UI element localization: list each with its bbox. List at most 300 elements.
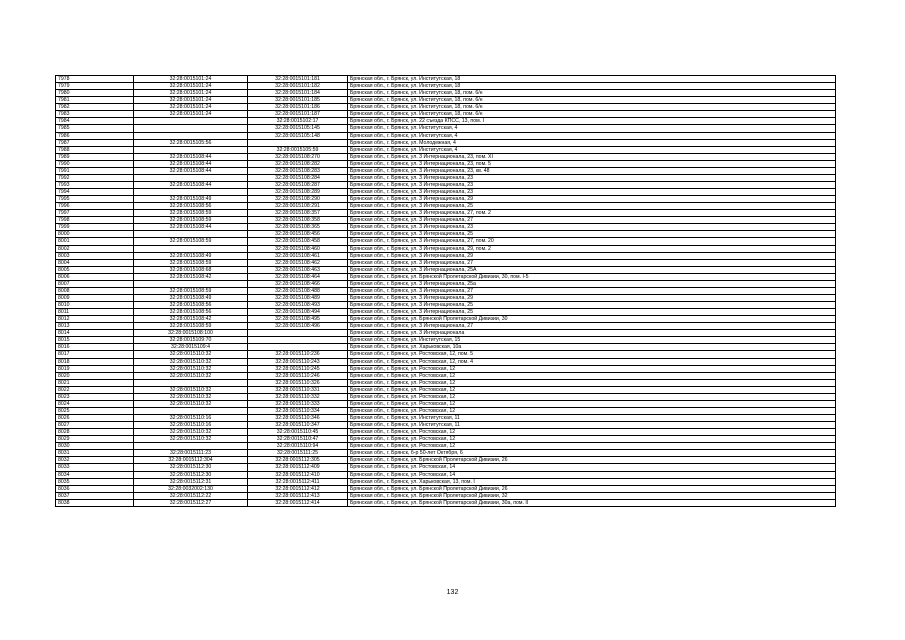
parcel-cadastral-number-cell: 32:28:0015108:49 xyxy=(134,252,248,259)
parcel-cadastral-number-cell: 32:28:0015112:304 xyxy=(134,457,248,464)
address-cell: Брянская обл., г. Брянск, ул. Брянской Пролетарской Дивизии, 32 xyxy=(348,492,836,499)
object-cadastral-number-cell: 32:28:0015108:494 xyxy=(248,309,348,316)
object-cadastral-number-cell: 32:28:0015110:334 xyxy=(248,407,348,414)
parcel-cadastral-number-cell: 32:28:0015108:42 xyxy=(134,273,248,280)
table-row xyxy=(56,316,836,323)
object-cadastral-number-cell: 32:28:0015112:411 xyxy=(248,478,348,485)
parcel-cadastral-number-cell xyxy=(134,146,248,153)
address-cell: Брянская обл., г. Брянск, ул. Ростовская, 12, пом. 5 xyxy=(348,351,836,358)
object-cadastral-number-cell: 32:28:0015108:282 xyxy=(248,160,348,167)
record-number-cell: 8000 xyxy=(56,231,134,238)
parcel-cadastral-number-cell: 32:28:0015108:59 xyxy=(134,287,248,294)
table-row xyxy=(56,485,836,492)
record-number-cell: 8024 xyxy=(56,400,134,407)
table-row xyxy=(56,104,836,111)
table-row xyxy=(56,146,836,153)
object-cadastral-number-cell: 32:28:0015112:305 xyxy=(248,457,348,464)
address-cell: Брянская обл., г. Брянск, ул. Институтская, 4 xyxy=(348,146,836,153)
address-cell: Брянская обл., г. Брянск, ул. 3 Интернационала, 27, пом. 2 xyxy=(348,210,836,217)
table-row xyxy=(56,330,836,337)
address-cell: Брянская обл., г. Брянск, ул. 3 Интернационала, 27, пом. 20 xyxy=(348,238,836,245)
parcel-cadastral-number-cell xyxy=(134,443,248,450)
object-cadastral-number-cell: 32:28:0015110:332 xyxy=(248,393,348,400)
address-cell: Брянская обл., г. Брянск, ул. Ростовская, 12 xyxy=(348,436,836,443)
address-cell: Брянская обл., г. Брянск, ул. Ростовская, 12 xyxy=(348,365,836,372)
address-cell: Брянская обл., г. Брянск, ул. Институтская, 4 xyxy=(348,125,836,132)
table-row xyxy=(56,358,836,365)
table-row xyxy=(56,210,836,217)
object-cadastral-number-cell: 32:28:0015108:284 xyxy=(248,174,348,181)
address-cell: Брянская обл., г. Брянск, ул. 3 Интернационала, 25 xyxy=(348,203,836,210)
record-number-cell: 8032 xyxy=(56,457,134,464)
record-number-cell: 7987 xyxy=(56,139,134,146)
address-cell: Брянская обл., г. Брянск, ул. Институтская, 11 xyxy=(348,415,836,422)
record-number-cell: 7992 xyxy=(56,174,134,181)
parcel-cadastral-number-cell: 32:28:0015108:44 xyxy=(134,167,248,174)
address-cell: Брянская обл., г. Брянск, ул. Институтская, 4 xyxy=(348,132,836,139)
table-row xyxy=(56,407,836,414)
parcel-cadastral-number-cell: 32:28:0015108:49 xyxy=(134,294,248,301)
object-cadastral-number-cell: 32:28:0015108:496 xyxy=(248,323,348,330)
object-cadastral-number-cell: 32:28:0015110:346 xyxy=(248,415,348,422)
object-cadastral-number-cell: 32:28:0015101:184 xyxy=(248,90,348,97)
record-number-cell: 7980 xyxy=(56,90,134,97)
parcel-cadastral-number-cell: 32:28:0015112:31 xyxy=(134,478,248,485)
table-row xyxy=(56,351,836,358)
page-number: 132 xyxy=(446,589,459,596)
address-cell: Брянская обл., г. Брянск, ул. Институтская, 18, пом. 6/н xyxy=(348,111,836,118)
record-number-cell: 8036 xyxy=(56,485,134,492)
object-cadastral-number-cell: 32:28:0015110:236 xyxy=(248,351,348,358)
table-row xyxy=(56,429,836,436)
parcel-cadastral-number-cell: 32:28:0015110:32 xyxy=(134,372,248,379)
address-cell: Брянская обл., г. Брянск, ул. Брянской Пролетарской Дивизии, 30, пом. I-5 xyxy=(348,273,836,280)
record-number-cell: 7978 xyxy=(56,76,134,83)
address-cell: Брянская обл., г. Брянск, ул. 3 Интернационала, 29, пом. 2 xyxy=(348,245,836,252)
object-cadastral-number-cell: 32:28:0015105:59 xyxy=(248,146,348,153)
parcel-cadastral-number-cell: 32:28:0015101:24 xyxy=(134,104,248,111)
object-cadastral-number-cell xyxy=(248,139,348,146)
address-cell: Брянская обл., г. Брянск, ул. Ростовская, 12 xyxy=(348,379,836,386)
record-number-cell: 8016 xyxy=(56,344,134,351)
parcel-cadastral-number-cell: 32:28:0015101:24 xyxy=(134,76,248,83)
table-row xyxy=(56,379,836,386)
address-cell: Брянская обл., г. Брянск, ул. Молодежная, 4 xyxy=(348,139,836,146)
table-row xyxy=(56,132,836,139)
table-row xyxy=(56,167,836,174)
object-cadastral-number-cell: 32:28:0015108:365 xyxy=(248,224,348,231)
address-cell: Брянская обл., г. Брянск, ул. 3 Интернационала, 27 xyxy=(348,259,836,266)
record-number-cell: 8035 xyxy=(56,478,134,485)
record-number-cell: 8004 xyxy=(56,259,134,266)
object-cadastral-number-cell: 32:28:0015108:357 xyxy=(248,210,348,217)
table-row xyxy=(56,478,836,485)
parcel-cadastral-number-cell: 32:28:0015110:32 xyxy=(134,365,248,372)
table-row xyxy=(56,457,836,464)
address-cell: Брянская обл., г. Брянск, ул. 3 Интернационала, 23, пом. XI xyxy=(348,153,836,160)
object-cadastral-number-cell: 32:28:0015101:186 xyxy=(248,104,348,111)
registry-table xyxy=(55,75,836,507)
object-cadastral-number-cell: 32:28:0015101:185 xyxy=(248,97,348,104)
table-row xyxy=(56,97,836,104)
address-cell: Брянская обл., г. Брянск, ул. 3 Интернационала, 27 xyxy=(348,287,836,294)
parcel-cadastral-number-cell: 32:28:0015105:56 xyxy=(134,139,248,146)
record-number-cell: 8023 xyxy=(56,393,134,400)
table-row xyxy=(56,203,836,210)
parcel-cadastral-number-cell: 32:28:0015110:32 xyxy=(134,436,248,443)
record-number-cell: 8019 xyxy=(56,365,134,372)
parcel-cadastral-number-cell xyxy=(134,118,248,125)
parcel-cadastral-number-cell xyxy=(134,125,248,132)
table-row xyxy=(56,287,836,294)
object-cadastral-number-cell: 32:28:0015110:333 xyxy=(248,400,348,407)
object-cadastral-number-cell: 32:28:0015112:414 xyxy=(248,499,348,506)
parcel-cadastral-number-cell: 32:28:0015108:56 xyxy=(134,302,248,309)
table-row xyxy=(56,386,836,393)
registry-table-body xyxy=(56,76,836,507)
object-cadastral-number-cell: 32:28:0015108:493 xyxy=(248,302,348,309)
object-cadastral-number-cell: 32:28:0015112:409 xyxy=(248,464,348,471)
object-cadastral-number-cell: 32:28:0015110:331 xyxy=(248,386,348,393)
table-row xyxy=(56,111,836,118)
object-cadastral-number-cell: 32:28:0015110:347 xyxy=(248,422,348,429)
object-cadastral-number-cell: 32:28:0015108:456 xyxy=(248,231,348,238)
object-cadastral-number-cell: 32:28:0015108:458 xyxy=(248,238,348,245)
object-cadastral-number-cell: 32:28:0015108:489 xyxy=(248,294,348,301)
object-cadastral-number-cell xyxy=(248,344,348,351)
table-row xyxy=(56,415,836,422)
table-row xyxy=(56,259,836,266)
address-cell: Брянская обл., г. Брянск, ул. Ростовская, 12 xyxy=(348,386,836,393)
address-cell: Брянская обл., г. Брянск, ул. 3 Интернационала, 25 xyxy=(348,231,836,238)
table-row xyxy=(56,231,836,238)
record-number-cell: 8017 xyxy=(56,351,134,358)
table-row xyxy=(56,344,836,351)
record-number-cell: 7988 xyxy=(56,146,134,153)
table-row xyxy=(56,464,836,471)
table-row xyxy=(56,323,836,330)
parcel-cadastral-number-cell: 32:28:0015110:32 xyxy=(134,429,248,436)
record-number-cell: 7989 xyxy=(56,153,134,160)
object-cadastral-number-cell: 32:28:0015108:358 xyxy=(248,217,348,224)
object-cadastral-number-cell: 32:28:0015105:145 xyxy=(248,125,348,132)
table-row xyxy=(56,302,836,309)
record-number-cell: 7999 xyxy=(56,224,134,231)
object-cadastral-number-cell: 32:28:0015108:461 xyxy=(248,252,348,259)
object-cadastral-number-cell: 32:28:0015108:287 xyxy=(248,181,348,188)
address-cell: Брянская обл., г. Брянск, ул. Ростовская, 12 xyxy=(348,393,836,400)
parcel-cadastral-number-cell: 32:28:0015111:23 xyxy=(134,450,248,457)
address-cell: Брянская обл., г. Брянск, ул. 22 съезда КПСС, 13, пом. I xyxy=(348,118,836,125)
address-cell: Брянская обл., г. Брянск, ул. Ростовская, 12, пом. 4 xyxy=(348,358,836,365)
record-number-cell: 7998 xyxy=(56,217,134,224)
table-row xyxy=(56,160,836,167)
table-row xyxy=(56,238,836,245)
object-cadastral-number-cell: 32:28:0015110:47 xyxy=(248,436,348,443)
record-number-cell: 8009 xyxy=(56,294,134,301)
parcel-cadastral-number-cell: 32:28:0015108:59 xyxy=(134,323,248,330)
table-row xyxy=(56,196,836,203)
table-row xyxy=(56,181,836,188)
address-cell: Брянская обл., г. Брянск, ул. Брянской Пролетарской Дивизии, 30а, пом. II xyxy=(348,499,836,506)
address-cell: Брянская обл., г. Брянск, б-р 50-лет Октября, 6 xyxy=(348,450,836,457)
record-number-cell: 8027 xyxy=(56,422,134,429)
record-number-cell: 7981 xyxy=(56,97,134,104)
parcel-cadastral-number-cell: 32:28:0015108:59 xyxy=(134,259,248,266)
table-row xyxy=(56,153,836,160)
record-number-cell: 8010 xyxy=(56,302,134,309)
object-cadastral-number-cell: 32:28:0015108:290 xyxy=(248,196,348,203)
record-number-cell: 8014 xyxy=(56,330,134,337)
table-row xyxy=(56,90,836,97)
record-number-cell: 7993 xyxy=(56,181,134,188)
object-cadastral-number-cell: 32:28:0015108:270 xyxy=(248,153,348,160)
parcel-cadastral-number-cell: 32:28:0015108:68 xyxy=(134,266,248,273)
object-cadastral-number-cell: 32:28:0015108:464 xyxy=(248,273,348,280)
object-cadastral-number-cell: 32:28:0015110:45 xyxy=(248,429,348,436)
table-row xyxy=(56,499,836,506)
table-row xyxy=(56,266,836,273)
parcel-cadastral-number-cell: 32:28:0015112:30 xyxy=(134,464,248,471)
object-cadastral-number-cell: 32:28:0015108:495 xyxy=(248,316,348,323)
table-row xyxy=(56,139,836,146)
address-cell: Брянская обл., г. Брянск, ул. 3 Интернационала, 27 xyxy=(348,323,836,330)
address-cell: Брянская обл., г. Брянск, ул. 3 Интернационала, 23, пом. 5 xyxy=(348,160,836,167)
parcel-cadastral-number-cell: 32:28:0015108:100 xyxy=(134,330,248,337)
address-cell: Брянская обл., г. Брянск, ул. 3 Интернационала, 27 xyxy=(348,217,836,224)
parcel-cadastral-number-cell: 32:28:0015110:16 xyxy=(134,415,248,422)
object-cadastral-number-cell: 32:28:0015111:25 xyxy=(248,450,348,457)
object-cadastral-number-cell: 32:28:0015102:17 xyxy=(248,118,348,125)
table-row xyxy=(56,492,836,499)
record-number-cell: 8033 xyxy=(56,464,134,471)
parcel-cadastral-number-cell: 32:28:0015110:16 xyxy=(134,422,248,429)
record-number-cell: 8025 xyxy=(56,407,134,414)
parcel-cadastral-number-cell: 32:28:0015108:44 xyxy=(134,224,248,231)
record-number-cell: 8037 xyxy=(56,492,134,499)
object-cadastral-number-cell: 32:28:0015110:245 xyxy=(248,365,348,372)
address-cell: Брянская обл., г. Брянск, ул. Институтская, 18 xyxy=(348,76,836,83)
object-cadastral-number-cell: 32:28:0015101:181 xyxy=(248,76,348,83)
parcel-cadastral-number-cell: 32:28:0015108:42 xyxy=(134,316,248,323)
parcel-cadastral-number-cell xyxy=(134,189,248,196)
record-number-cell: 8002 xyxy=(56,245,134,252)
parcel-cadastral-number-cell: 32:28:0015101:24 xyxy=(134,97,248,104)
table-row xyxy=(56,294,836,301)
parcel-cadastral-number-cell: 32:28:0015110:32 xyxy=(134,400,248,407)
record-number-cell: 7997 xyxy=(56,210,134,217)
parcel-cadastral-number-cell: 32:28:0015109:4 xyxy=(134,344,248,351)
address-cell: Брянская обл., г. Брянск, ул. 3 Интернационала, 23, кв. 48 xyxy=(348,167,836,174)
record-number-cell: 8022 xyxy=(56,386,134,393)
record-number-cell: 8018 xyxy=(56,358,134,365)
address-cell: Брянская обл., г. Брянск, ул. 3 Интернационала, 23 xyxy=(348,174,836,181)
record-number-cell: 8034 xyxy=(56,471,134,478)
record-number-cell: 7995 xyxy=(56,196,134,203)
parcel-cadastral-number-cell: 32:28:0015112:30 xyxy=(134,471,248,478)
address-cell: Брянская обл., г. Брянск, ул. Институтская, 18, пом. 6/н xyxy=(348,97,836,104)
record-number-cell: 8003 xyxy=(56,252,134,259)
object-cadastral-number-cell: 32:28:0015112:412 xyxy=(248,485,348,492)
object-cadastral-number-cell: 32:28:0015108:466 xyxy=(248,280,348,287)
table-row xyxy=(56,273,836,280)
address-cell: Брянская обл., г. Брянск, ул. Институтская, 18, пом. 6/н xyxy=(348,104,836,111)
address-cell: Брянская обл., г. Брянск, ул. Ростовская, 12 xyxy=(348,429,836,436)
object-cadastral-number-cell: 32:28:0015108:460 xyxy=(248,245,348,252)
parcel-cadastral-number-cell: 32:28:0015101:24 xyxy=(134,90,248,97)
object-cadastral-number-cell: 32:28:0015101:182 xyxy=(248,83,348,90)
record-number-cell: 8006 xyxy=(56,273,134,280)
parcel-cadastral-number-cell xyxy=(134,407,248,414)
object-cadastral-number-cell: 32:28:0015101:187 xyxy=(248,111,348,118)
address-cell: Брянская обл., г. Брянск, ул. 3 Интернационала xyxy=(348,330,836,337)
object-cadastral-number-cell: 32:28:0015110:246 xyxy=(248,372,348,379)
address-cell: Брянская обл., г. Брянск, ул. Харьковская, 13, пом. I xyxy=(348,478,836,485)
table-row xyxy=(56,471,836,478)
table-row xyxy=(56,245,836,252)
record-number-cell: 7984 xyxy=(56,118,134,125)
object-cadastral-number-cell: 32:28:0015108:289 xyxy=(248,189,348,196)
address-cell: Брянская обл., г. Брянск, ул. Ростовская, 14 xyxy=(348,471,836,478)
record-number-cell: 7982 xyxy=(56,104,134,111)
record-number-cell: 8020 xyxy=(56,372,134,379)
record-number-cell: 7996 xyxy=(56,203,134,210)
parcel-cadastral-number-cell: 32:28:0015109:70 xyxy=(134,337,248,344)
object-cadastral-number-cell: 32:28:0015108:463 xyxy=(248,266,348,273)
parcel-cadastral-number-cell: 32:28:0015112:27 xyxy=(134,499,248,506)
table-row xyxy=(56,450,836,457)
record-number-cell: 8007 xyxy=(56,280,134,287)
record-number-cell: 8031 xyxy=(56,450,134,457)
parcel-cadastral-number-cell: 32:28:0015108:56 xyxy=(134,203,248,210)
parcel-cadastral-number-cell xyxy=(134,280,248,287)
table-row xyxy=(56,309,836,316)
address-cell: Брянская обл., г. Брянск, ул. 3 Интернационала, 25а xyxy=(348,280,836,287)
address-cell: Брянская обл., г. Брянск, ул. Ростовская, 12 xyxy=(348,443,836,450)
record-number-cell: 8029 xyxy=(56,436,134,443)
parcel-cadastral-number-cell: 32:28:0015108:56 xyxy=(134,309,248,316)
address-cell: Брянская обл., г. Брянск, ул. 3 Интернационала, 25А xyxy=(348,266,836,273)
record-number-cell: 8011 xyxy=(56,309,134,316)
table-row xyxy=(56,422,836,429)
record-number-cell: 8008 xyxy=(56,287,134,294)
table-row xyxy=(56,189,836,196)
table-row xyxy=(56,217,836,224)
address-cell: Брянская обл., г. Брянск, ул. Институтская, 11 xyxy=(348,422,836,429)
parcel-cadastral-number-cell: 32:28:0015101:24 xyxy=(134,83,248,90)
object-cadastral-number-cell: 32:28:0015112:413 xyxy=(248,492,348,499)
address-cell: Брянская обл., г. Брянск, ул. 3 Интернационала, 29 xyxy=(348,196,836,203)
parcel-cadastral-number-cell: 32:28:0015108:59 xyxy=(134,238,248,245)
parcel-cadastral-number-cell xyxy=(134,231,248,238)
record-number-cell: 8021 xyxy=(56,379,134,386)
parcel-cadastral-number-cell: 32:28:0032002:130 xyxy=(134,485,248,492)
address-cell: Брянская обл., г. Брянск, ул. 3 Интернационала, 23 xyxy=(348,181,836,188)
address-cell: Брянская обл., г. Брянск, ул. Ростовская, 12 xyxy=(348,407,836,414)
parcel-cadastral-number-cell: 32:28:0015112:22 xyxy=(134,492,248,499)
parcel-cadastral-number-cell xyxy=(134,174,248,181)
record-number-cell: 8030 xyxy=(56,443,134,450)
table-row xyxy=(56,174,836,181)
object-cadastral-number-cell: 32:28:0015112:410 xyxy=(248,471,348,478)
address-cell: Брянская обл., г. Брянск, ул. Ростовская, 12 xyxy=(348,372,836,379)
object-cadastral-number-cell: 32:28:0015108:462 xyxy=(248,259,348,266)
table-row xyxy=(56,118,836,125)
address-cell: Брянская обл., г. Брянск, ул. Брянской Пролетарской Дивизии, 30 xyxy=(348,316,836,323)
parcel-cadastral-number-cell: 32:28:0015101:24 xyxy=(134,111,248,118)
parcel-cadastral-number-cell: 32:28:0015108:44 xyxy=(134,153,248,160)
parcel-cadastral-number-cell: 32:28:0015110:32 xyxy=(134,386,248,393)
address-cell: Брянская обл., г. Брянск, ул. 3 Интернационала, 25 xyxy=(348,309,836,316)
parcel-cadastral-number-cell: 32:28:0015110:32 xyxy=(134,358,248,365)
object-cadastral-number-cell xyxy=(248,330,348,337)
record-number-cell: 8038 xyxy=(56,499,134,506)
table-row xyxy=(56,280,836,287)
table-row xyxy=(56,125,836,132)
parcel-cadastral-number-cell: 32:28:0015110:32 xyxy=(134,393,248,400)
table-row xyxy=(56,436,836,443)
address-cell: Брянская обл., г. Брянск, ул. Брянской Пролетарской Дивизии, 26 xyxy=(348,457,836,464)
address-cell: Брянская обл., г. Брянск, ул. 3 Интернационала, 29 xyxy=(348,252,836,259)
table-row xyxy=(56,224,836,231)
table-row xyxy=(56,400,836,407)
table-row xyxy=(56,337,836,344)
record-number-cell: 8015 xyxy=(56,337,134,344)
address-cell: Брянская обл., г. Брянск, ул. Брянской Пролетарской Дивизии, 26 xyxy=(348,485,836,492)
object-cadastral-number-cell: 32:28:0015110:326 xyxy=(248,379,348,386)
object-cadastral-number-cell: 32:28:0015108:283 xyxy=(248,167,348,174)
parcel-cadastral-number-cell xyxy=(134,379,248,386)
table-row xyxy=(56,76,836,83)
address-cell: Брянская обл., г. Брянск, ул. Институтская, 15 xyxy=(348,337,836,344)
record-number-cell: 8013 xyxy=(56,323,134,330)
record-number-cell: 7986 xyxy=(56,132,134,139)
record-number-cell: 7991 xyxy=(56,167,134,174)
address-cell: Брянская обл., г. Брянск, ул. 3 Интернационала, 23 xyxy=(348,224,836,231)
record-number-cell: 8028 xyxy=(56,429,134,436)
address-cell: Брянская обл., г. Брянск, ул. Ростовская, 12 xyxy=(348,400,836,407)
parcel-cadastral-number-cell: 32:28:0015108:59 xyxy=(134,210,248,217)
address-cell: Брянская обл., г. Брянск, ул. Ростовская, 14 xyxy=(348,464,836,471)
table-row xyxy=(56,83,836,90)
record-number-cell: 8026 xyxy=(56,415,134,422)
table-row xyxy=(56,443,836,450)
address-cell: Брянская обл., г. Брянск, ул. 3 Интернационала, 29 xyxy=(348,294,836,301)
object-cadastral-number-cell: 32:28:0015105:148 xyxy=(248,132,348,139)
object-cadastral-number-cell: 32:28:0015110:243 xyxy=(248,358,348,365)
address-cell: Брянская обл., г. Брянск, ул. 3 Интернационала, 23 xyxy=(348,189,836,196)
table-row xyxy=(56,372,836,379)
address-cell: Брянская обл., г. Брянск, ул. Харьковская, 10а xyxy=(348,344,836,351)
record-number-cell: 7983 xyxy=(56,111,134,118)
address-cell: Брянская обл., г. Брянск, ул. Институтская, 18 xyxy=(348,83,836,90)
record-number-cell: 7979 xyxy=(56,83,134,90)
object-cadastral-number-cell: 32:28:0015110:94 xyxy=(248,443,348,450)
table-row xyxy=(56,252,836,259)
parcel-cadastral-number-cell: 32:28:0015108:44 xyxy=(134,160,248,167)
address-cell: Брянская обл., г. Брянск, ул. Институтская, 18, пом. 6/н xyxy=(348,90,836,97)
object-cadastral-number-cell: 32:28:0015108:291 xyxy=(248,203,348,210)
object-cadastral-number-cell: 32:28:0015108:488 xyxy=(248,287,348,294)
record-number-cell: 8001 xyxy=(56,238,134,245)
record-number-cell: 7994 xyxy=(56,189,134,196)
parcel-cadastral-number-cell: 32:28:0015110:32 xyxy=(134,351,248,358)
address-cell: Брянская обл., г. Брянск, ул. 3 Интернационала, 25 xyxy=(348,302,836,309)
table-row xyxy=(56,393,836,400)
record-number-cell: 7990 xyxy=(56,160,134,167)
parcel-cadastral-number-cell: 32:28:0015108:59 xyxy=(134,217,248,224)
table-row xyxy=(56,365,836,372)
